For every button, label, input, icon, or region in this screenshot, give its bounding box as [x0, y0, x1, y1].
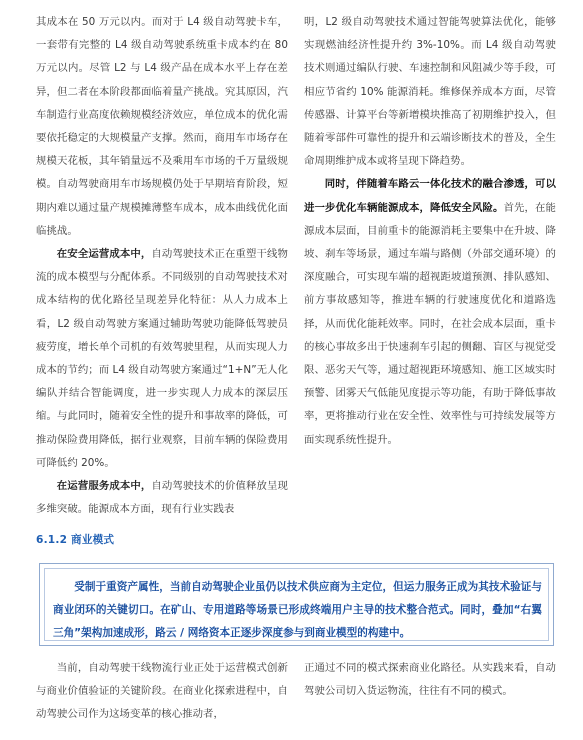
left-text-column [36, 11, 288, 521]
safety-cost-body: 自动驾驶技术正在重塑干线物流的成本模型与分配体系。不同级别的自动驾驶技术对成本结构的优化路径呈现差异化特征：从人力成本上看，L2 级自动驾驶方案通过辅助驾驶功能降低驾驶员疲劳度，增长单个司机的有效驾驶里程，从而实现人力成本的节约；而 L4 级自动驾驶方案通过“1+N”无人化编队并结合智能调度，进一步实现人力成本的深层压缩。与此同时，随着安全性的提升和事故率的降低，可推动保险费用降低，据行业观察，目前车辆的保险费用可降低约 20%。 [36, 248, 288, 469]
bottom-right-column [304, 657, 556, 703]
section-heading-business-model: 6.1.2 商业模式 [36, 534, 115, 546]
vehicle-road-cloud-body: 首先，在能源成本层面，目前重卡的能源消耗主要集中在升坡、降坡、刹车等场景，通过车端与路侧（外部交通环境）的深度融合，可实现车端的超视距坡道预测、排队感知、前方事故感知等，推进车辆的行驶速度优化和道路选择，从而优化能耗效率。同时，在社会成本层面，重卡的核心事故多出于快速刹车引起的侧翻、盲区与视觉受限、恶劣天气等，通过超视距环境感知、施工区域实时预警、团雾天气低能见度提示等功能，有助于降低事故率，更将推动行业在安全性、效率性与可持续发展等方面实现系统性提升。 [304, 201, 556, 446]
right-text-column [304, 11, 556, 452]
left-paragraph-cost-scale: 其成本在 50 万元以内。而对于 L4 级自动驾驶卡车，一套带有完整的 L4 级自动驾驶系统重卡成本约在 80 万元以内。尽管 L2 与 L4 级产品在成本水平上存在差异，但二者在本阶段都面临着量产挑战。究其原因，汽车制造行业高度依赖规模经济效应，单位成本的优化需要依托稳定的大规模量产支撑。然而，商用车市场存在规模天花板，其年销量远不及乘用车市场的千万量级规模。自动驾驶商用车市场规模仍处于早期培育阶段，短期内难以通过量产规模摊薄整车成本，成本曲线优化面临挑战。 [36, 16, 288, 237]
bottom-left-paragraph: 当前，自动驾驶干线物流行业正处于运营模式创新与商业价值验证的关键阶段。在商业化探索进程中，自动驾驶公司作为这场变革的核心推动者， [36, 662, 288, 721]
left-paragraph-safety-cost [36, 243, 288, 475]
operation-cost-lead: 在运营服务成本中， [56, 480, 152, 493]
right-paragraph-vehicle-road-cloud [304, 173, 556, 451]
safety-cost-lead: 在安全运营成本中， [56, 248, 152, 261]
right-paragraph-energy: 明，L2 级自动驾驶技术通过智能驾驶算法优化，能够实现燃油经济性提升约 3%-10%。而 L4 级自动驾驶技术则通过编队行驶、车速控制和风阻减少等手段，可相应节省约 10% 能源消耗。维修保养成本方面，尽管传感器、计算平台等新增模块推高了初期维护投入，但随着零部件可靠性的提升和云端诊断技术的普及，全生命周期维护成本或将呈现下降趋势。 [304, 16, 556, 168]
callout-box [39, 563, 554, 646]
callout-inner-frame [44, 568, 549, 641]
vehicle-road-cloud-lead: 同时，伴随着车路云一体化技术的融合渗透，可以进一步优化车辆能源成本，降低安全风险。 [304, 178, 556, 214]
bottom-left-column [36, 657, 288, 727]
left-paragraph-operation-cost [36, 475, 288, 521]
callout-text: 受制于重资产属性，当前自动驾驶企业虽仍以技术供应商为主定位，但运力服务正成为其技术验证与商业闭环的关键切口。在矿山、专用道路等场景已形成终端用户主导的技术整合范式。同时，叠加“右翼三角”架构加速成形，路云 / 网络资本正逐步深度参与到商业模型的构建中。 [53, 581, 542, 639]
operation-cost-body: 自动驾驶技术的价值释放呈现多维突破。能源成本方面，现有行业实践表 [36, 480, 288, 516]
bottom-right-paragraph: 正通过不同的模式探索商业化路径。从实践来看，自动驾驶公司切入货运物流，往往有不同的模式。 [304, 662, 556, 698]
